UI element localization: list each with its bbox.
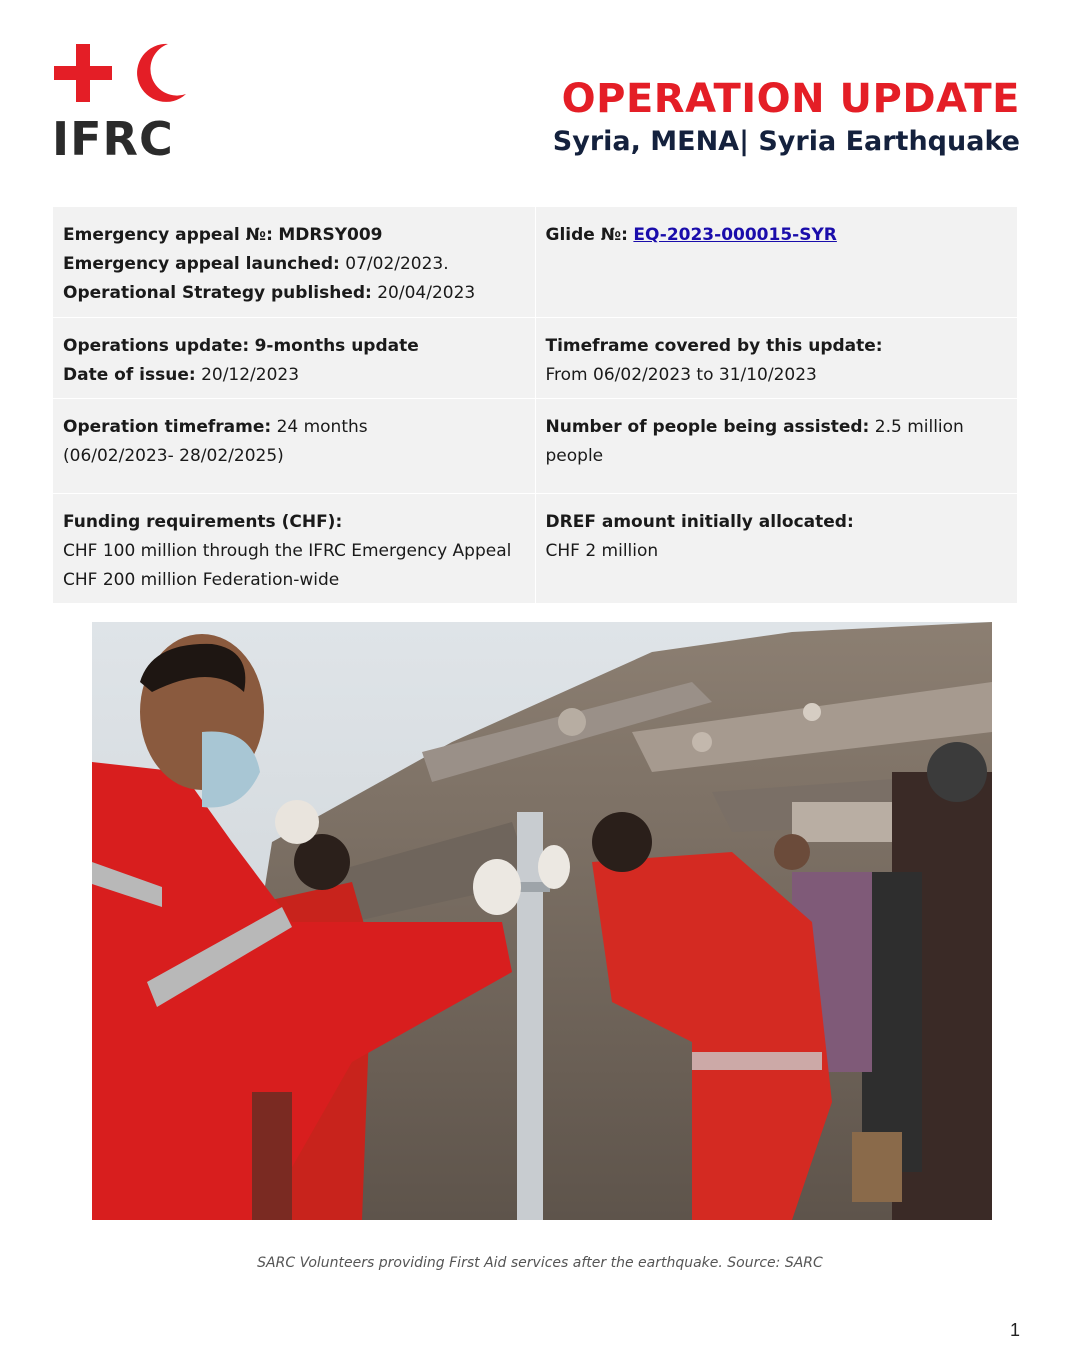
appeal-info-table [52, 206, 1018, 604]
timeframe-covered-label: Timeframe covered by this update: [545, 336, 883, 356]
photo-caption: SARC Volunteers providing First Aid services after the earthquake. Source: SARC [257, 1255, 823, 1271]
red-cross-icon-bar [54, 66, 112, 80]
date-of-issue-value: 20/12/2023 [201, 365, 300, 385]
operation-timeframe-range: (06/02/2023- 28/02/2025) [63, 446, 284, 466]
operation-timeframe-value: 24 months [276, 417, 368, 437]
page-number: 1 [1009, 1320, 1020, 1340]
ifrc-logo [52, 40, 192, 165]
operations-update-value: 9-months update [254, 336, 419, 356]
appeal-launched-value: 07/02/2023. [345, 254, 449, 274]
people-assisted-cell [535, 399, 1018, 494]
logo-wordmark: IFRC [52, 112, 174, 166]
timeframe-covered-value: From 06/02/2023 to 31/10/2023 [545, 365, 817, 385]
dref-value: CHF 2 million [545, 541, 659, 561]
strategy-published-value: 20/04/2023 [377, 283, 476, 303]
volunteers-photo-illustration [92, 622, 992, 1220]
red-crescent-icon [128, 42, 188, 104]
glide-cell [535, 207, 1018, 318]
operation-timeframe-cell [53, 399, 536, 494]
dref-label: DREF amount initially allocated: [545, 512, 854, 532]
funding-requirements-label: Funding requirements (CHF): [63, 512, 343, 532]
glide-number-link[interactable]: EQ-2023-000015-SYR [633, 225, 837, 245]
operation-timeframe-label: Operation timeframe: [63, 417, 272, 437]
operations-update-label: Operations update: [63, 336, 250, 356]
update-cell [53, 318, 536, 399]
glide-label: Glide №: [545, 225, 628, 245]
appeal-number-label: Emergency appeal №: [63, 225, 273, 245]
funding-line-federation: CHF 200 million Federation-wide [63, 570, 340, 590]
people-assisted-label: Number of people being assisted: [545, 417, 870, 437]
appeal-info-cell [53, 207, 536, 318]
timeframe-covered-cell [535, 318, 1018, 399]
funding-cell [53, 494, 536, 604]
date-of-issue-label: Date of issue: [63, 365, 196, 385]
strategy-published-label: Operational Strategy published: [63, 283, 372, 303]
appeal-launched-label: Emergency appeal launched: [63, 254, 340, 274]
page-subtitle: Syria, MENA| Syria Earthquake [552, 126, 1020, 157]
page-title: OPERATION UPDATE [561, 76, 1020, 122]
dref-cell [535, 494, 1018, 604]
funding-line-ifrc: CHF 100 million through the IFRC Emergency Appeal [63, 541, 512, 561]
earthquake-photo [92, 622, 992, 1220]
appeal-number-value: MDRSY009 [278, 225, 383, 245]
people-assisted-value: 2.5 million people [545, 417, 964, 466]
